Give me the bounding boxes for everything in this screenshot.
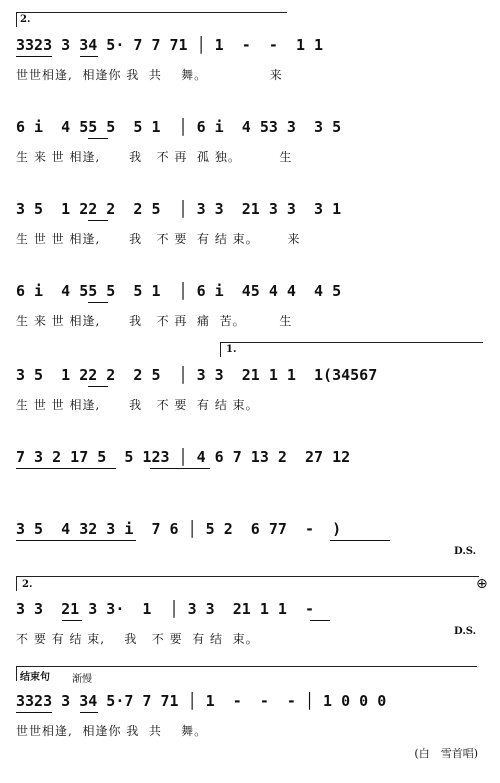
lyrics-line: 世世相逢, 相逢你 我 共 舞。 来 [16, 68, 283, 82]
underline-beam [16, 540, 136, 541]
underline-beam [62, 620, 82, 621]
singer-credit: (白 雪首唱) [414, 747, 478, 760]
lyrics-line: 生 世 世 相逢, 我 不 要 有 结 束。 [16, 398, 259, 412]
ending-label: 1. [226, 344, 237, 355]
ending-bracket [16, 576, 479, 591]
underline-beam [16, 712, 52, 713]
notation-line [0, 360, 500, 420]
underline-beam [330, 540, 390, 541]
underline-beam [88, 386, 108, 387]
jianpu-notes: 3 5 4 32 3 i 7 6 │ 5 2 6 77 - ) [16, 520, 342, 538]
lyrics-line: 生 世 世 相逢, 我 不 要 有 结 束。 来 [16, 232, 301, 246]
underline-beam [16, 56, 52, 57]
coda-label: 结束句 [20, 672, 50, 683]
lyrics-line: 世世相逢, 相逢你 我 共 舞。 [16, 724, 208, 738]
jianpu-notes: 3 5 1 22 2 2 5 │ 3 3 21 1 1 1(34567 [16, 366, 378, 384]
ending-bracket [16, 12, 287, 27]
ending-label: 2. [20, 14, 31, 25]
notation-line [0, 112, 500, 172]
jianpu-notes: 3323 3 34 5·7 7 71 │ 1 - - - │ 1 0 0 0 [16, 692, 387, 710]
notation-line [0, 514, 500, 574]
jianpu-notes: 3 3 21 3 3· 1 │ 3 3 21 1 1 - [16, 600, 315, 618]
underline-beam [16, 468, 116, 469]
lyrics-line: 生 来 世 相逢, 我 不 再 孤 独。 生 [16, 150, 293, 164]
lyrics-line: 生 来 世 相逢, 我 不 再 痛 苦。 生 [16, 314, 293, 328]
underline-beam [88, 302, 108, 303]
notation-line [0, 686, 500, 746]
ending-bracket [220, 342, 483, 357]
coda-icon: ⊕ [476, 576, 488, 592]
underline-beam [310, 620, 330, 621]
jianpu-notes: 7 3 2 17 5 5 123 │ 4 6 7 13 2 27 12 [16, 448, 351, 466]
underline-beam [88, 138, 108, 139]
ds-marking: D.S. [454, 626, 477, 637]
notation-line [0, 594, 500, 654]
jianpu-notes: 3 5 1 22 2 2 5 │ 3 3 21 3 3 3 1 [16, 200, 342, 218]
jianpu-notes: 6 i 4 55 5 5 1 │ 6 i 4 53 3 3 5 [16, 118, 342, 136]
tempo-marking: 渐慢 [72, 674, 92, 685]
underline-beam [80, 56, 98, 57]
ds-marking: D.S. [454, 546, 477, 557]
underline-beam [80, 712, 98, 713]
ending-label: 2. [22, 579, 33, 590]
lyrics-line: 不 要 有 结 束, 我 不 要 有 结 束。 [16, 632, 259, 646]
notation-line [0, 276, 500, 336]
jianpu-notes: 3323 3 34 5· 7 7 71 │ 1 - - 1 1 [16, 36, 324, 54]
notation-line [0, 194, 500, 254]
jianpu-notes: 6 i 4 55 5 5 1 │ 6 i 45 4 4 4 5 [16, 282, 342, 300]
notation-line [0, 30, 500, 90]
underline-beam [150, 468, 210, 469]
notation-line [0, 442, 500, 502]
underline-beam [88, 220, 108, 221]
